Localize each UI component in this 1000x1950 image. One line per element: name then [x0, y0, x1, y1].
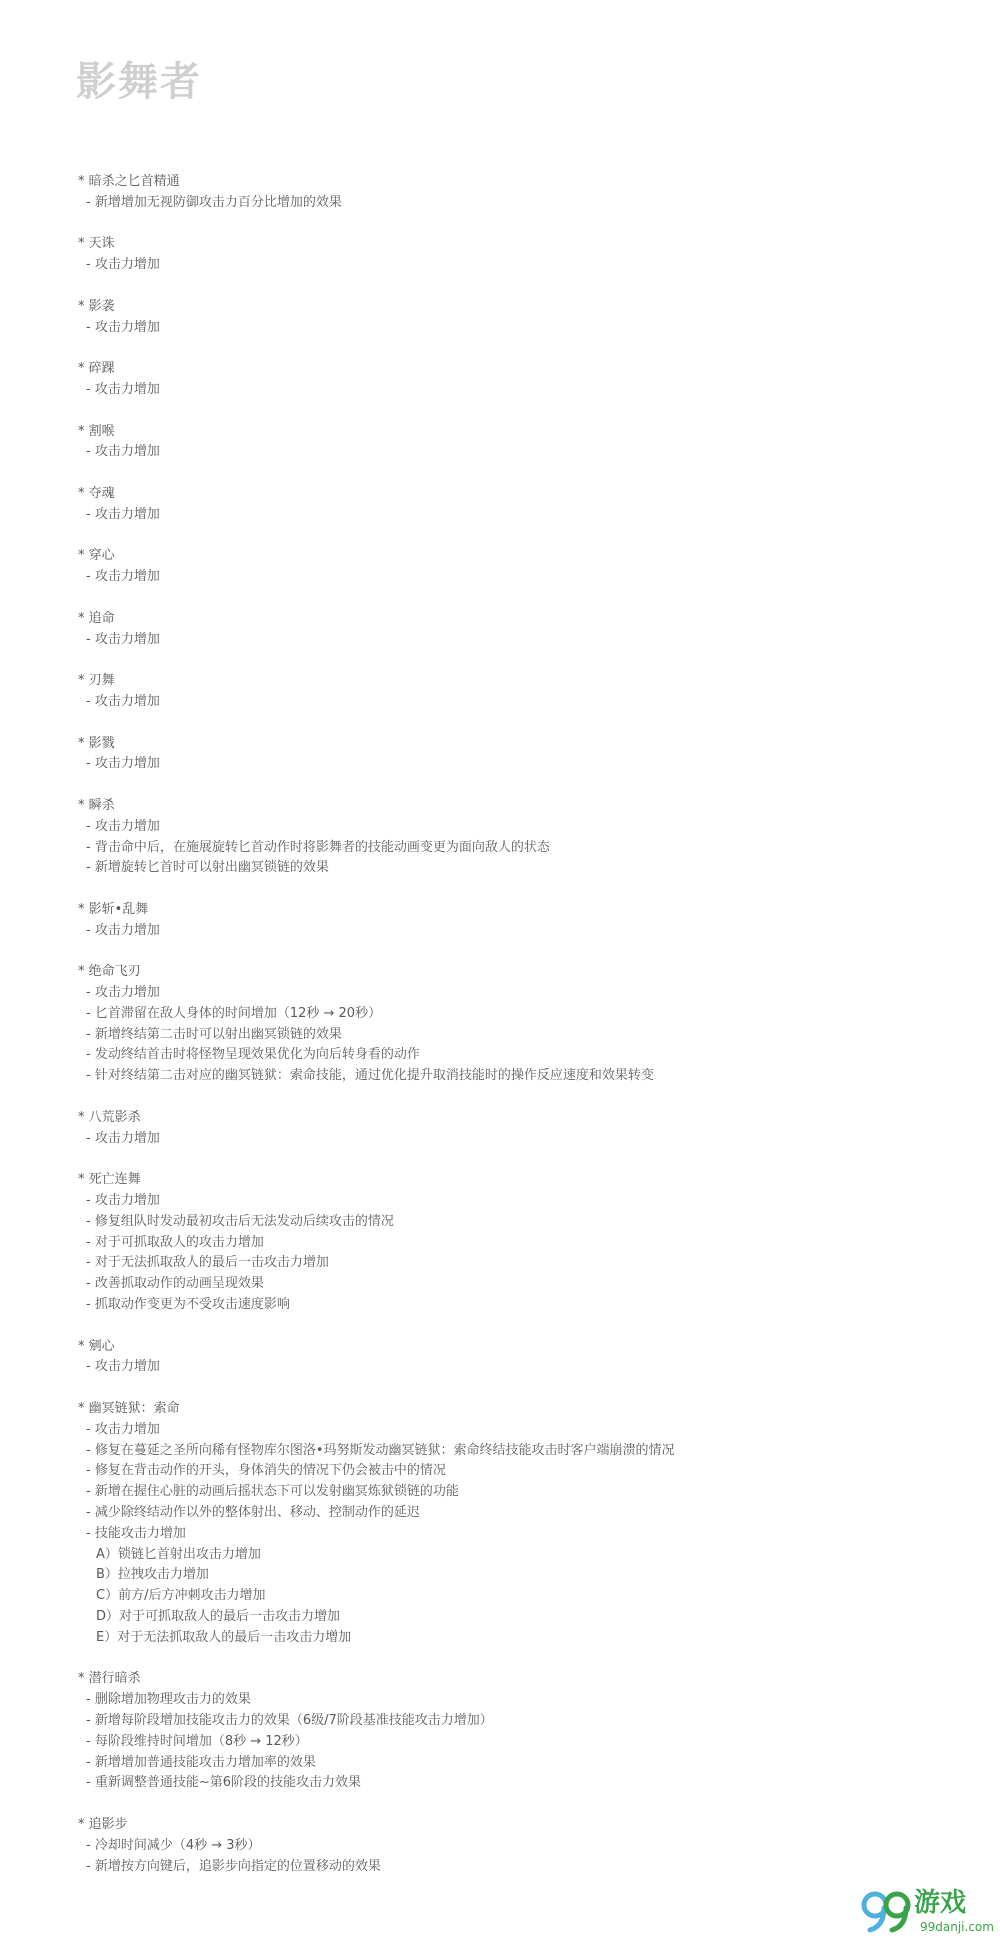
- skill-name: * 夺魂: [78, 485, 115, 501]
- page-title: 影舞者: [76, 59, 202, 105]
- skill-entry: [78, 422, 958, 464]
- skill-change: - 对于无法抓取敌人的最后一击攻击力增加: [86, 1255, 329, 1271]
- skill-change: - 攻击力增加: [86, 257, 160, 273]
- skill-change: - 新增增加无视防御攻击力百分比增加的效果: [86, 194, 342, 210]
- skill-subchange: C）前方/后方冲刺攻击力增加: [96, 1588, 266, 1604]
- skill-entry: [78, 546, 958, 588]
- skill-entry: [78, 1108, 958, 1150]
- 99-logo-icon: [860, 1888, 914, 1934]
- skill-entry: [78, 484, 958, 526]
- skill-change: - 攻击力增加: [86, 818, 160, 834]
- skill-entry: [78, 1170, 958, 1316]
- skill-subchange: B）拉拽攻击力增加: [96, 1567, 209, 1583]
- skill-change: - 攻击力增加: [86, 922, 160, 938]
- skill-entry: [78, 1337, 958, 1379]
- skill-list: [78, 172, 958, 1898]
- skill-change: - 针对终结第二击对应的幽冥链狱：索命技能，通过优化提升取消技能时的操作反应速度和效果转变: [86, 1068, 654, 1084]
- skill-change: - 新增旋转匕首时可以射出幽冥锁链的效果: [86, 860, 329, 876]
- skill-entry: [78, 671, 958, 713]
- skill-entry: [78, 796, 958, 879]
- skill-entry: [78, 734, 958, 776]
- skill-entry: [78, 1669, 958, 1794]
- skill-name: * 影戮: [78, 735, 115, 751]
- skill-change: - 对于可抓取敌人的攻击力增加: [86, 1234, 264, 1250]
- skill-change: - 改善抓取动作的动画呈现效果: [86, 1276, 264, 1292]
- skill-name: * 幽冥链狱：索命: [78, 1401, 180, 1417]
- skill-change: - 攻击力增加: [86, 1359, 160, 1375]
- skill-change: - 攻击力增加: [86, 631, 160, 647]
- skill-subchange: A）锁链匕首射出攻击力增加: [96, 1546, 261, 1562]
- skill-name: * 影袭: [78, 298, 115, 314]
- skill-change: - 修复在背击动作的开头，身体消失的情况下仍会被击中的情况: [86, 1463, 446, 1479]
- skill-name: * 追命: [78, 610, 115, 626]
- skill-name: * 碎踝: [78, 361, 115, 377]
- skill-name: * 绝命飞刃: [78, 964, 141, 980]
- skill-change: - 新增按方向键后，追影步向指定的位置移动的效果: [86, 1858, 381, 1874]
- skill-name: * 八荒影杀: [78, 1109, 141, 1125]
- skill-entry: [78, 1399, 958, 1649]
- skill-subchange: E）对于无法抓取敌人的最后一击攻击力增加: [96, 1629, 352, 1645]
- skill-change: - 重新调整普通技能~第6阶段的技能攻击力效果: [86, 1775, 361, 1791]
- skill-entry: [78, 609, 958, 651]
- skill-change: - 冷却时间减少（4秒 → 3秒）: [86, 1837, 261, 1853]
- skill-change: - 背击命中后，在施展旋转匕首动作时将影舞者的技能动画变更为面向敌人的状态: [86, 839, 550, 855]
- skill-change: - 新增增加普通技能攻击力增加率的效果: [86, 1754, 316, 1770]
- skill-change: - 攻击力增加: [86, 381, 160, 397]
- skill-entry: [78, 1815, 958, 1877]
- skill-change: - 删除增加物理攻击力的效果: [86, 1692, 251, 1708]
- skill-change: - 攻击力增加: [86, 985, 160, 1001]
- skill-name: * 穿心: [78, 548, 115, 564]
- skill-change: - 攻击力增加: [86, 693, 160, 709]
- skill-change: - 新增每阶段增加技能攻击力的效果（6级/7阶段基准技能攻击力增加）: [86, 1712, 493, 1728]
- skill-change: - 每阶段维持时间增加（8秒 → 12秒）: [86, 1733, 308, 1749]
- logo-brand: 游戏: [914, 1888, 967, 1918]
- skill-change: - 攻击力增加: [86, 319, 160, 335]
- skill-entry: [78, 234, 958, 276]
- skill-name: * 潜行暗杀: [78, 1671, 141, 1687]
- skill-name: * 影斩•乱舞: [78, 901, 149, 917]
- skill-change: - 攻击力增加: [86, 506, 160, 522]
- skill-name: * 刃舞: [78, 673, 115, 689]
- skill-change: - 攻击力增加: [86, 569, 160, 585]
- skill-change: - 修复组队时发动最初攻击后无法发动后续攻击的情况: [86, 1213, 394, 1229]
- skill-change: - 攻击力增加: [86, 1130, 160, 1146]
- skill-name: * 追影步: [78, 1816, 128, 1832]
- skill-change: - 攻击力增加: [86, 1421, 160, 1437]
- skill-name: * 天诛: [78, 236, 115, 252]
- skill-entry: [78, 297, 958, 339]
- skill-change: - 攻击力增加: [86, 444, 160, 460]
- skill-name: * 割喉: [78, 423, 115, 439]
- skill-change: - 减少除终结动作以外的整体射出、移动、控制动作的延迟: [86, 1505, 420, 1520]
- skill-change: - 攻击力增加: [86, 756, 160, 772]
- skill-entry: [78, 359, 958, 401]
- skill-name: * 暗杀之匕首精通: [78, 174, 180, 189]
- skill-change: - 新增在握住心脏的动画后摇状态下可以发射幽冥炼狱锁链的功能: [86, 1484, 459, 1500]
- skill-change: - 匕首滞留在敌人身体的时间增加（12秒 → 20秒）: [86, 1005, 382, 1021]
- skill-entry: [78, 962, 958, 1087]
- skill-change: - 修复在蔓延之圣所向稀有怪物库尔图洛•玛努斯发动幽冥链狱：索命终结技能攻击时客户端崩溃的情况: [86, 1442, 675, 1458]
- skill-change: - 抓取动作变更为不受攻击速度影响: [86, 1297, 290, 1313]
- skill-change: - 发动终结首击时将怪物呈现效果优化为向后转身看的动作: [86, 1047, 420, 1063]
- skill-entry: [78, 172, 958, 214]
- skill-subchange: D）对于可抓取敌人的最后一击攻击力增加: [96, 1608, 341, 1624]
- skill-change: - 新增终结第二击时可以射出幽冥锁链的效果: [86, 1026, 342, 1042]
- skill-name: * 瞬杀: [78, 797, 115, 813]
- skill-entry: [78, 900, 958, 942]
- skill-name: * 剜心: [78, 1338, 115, 1354]
- skill-change: - 技能攻击力增加: [86, 1525, 186, 1541]
- skill-name: * 死亡连舞: [78, 1172, 141, 1188]
- skill-change: - 攻击力增加: [86, 1193, 160, 1209]
- logo-domain: 99danji.com: [920, 1920, 994, 1934]
- site-logo: [860, 1888, 994, 1940]
